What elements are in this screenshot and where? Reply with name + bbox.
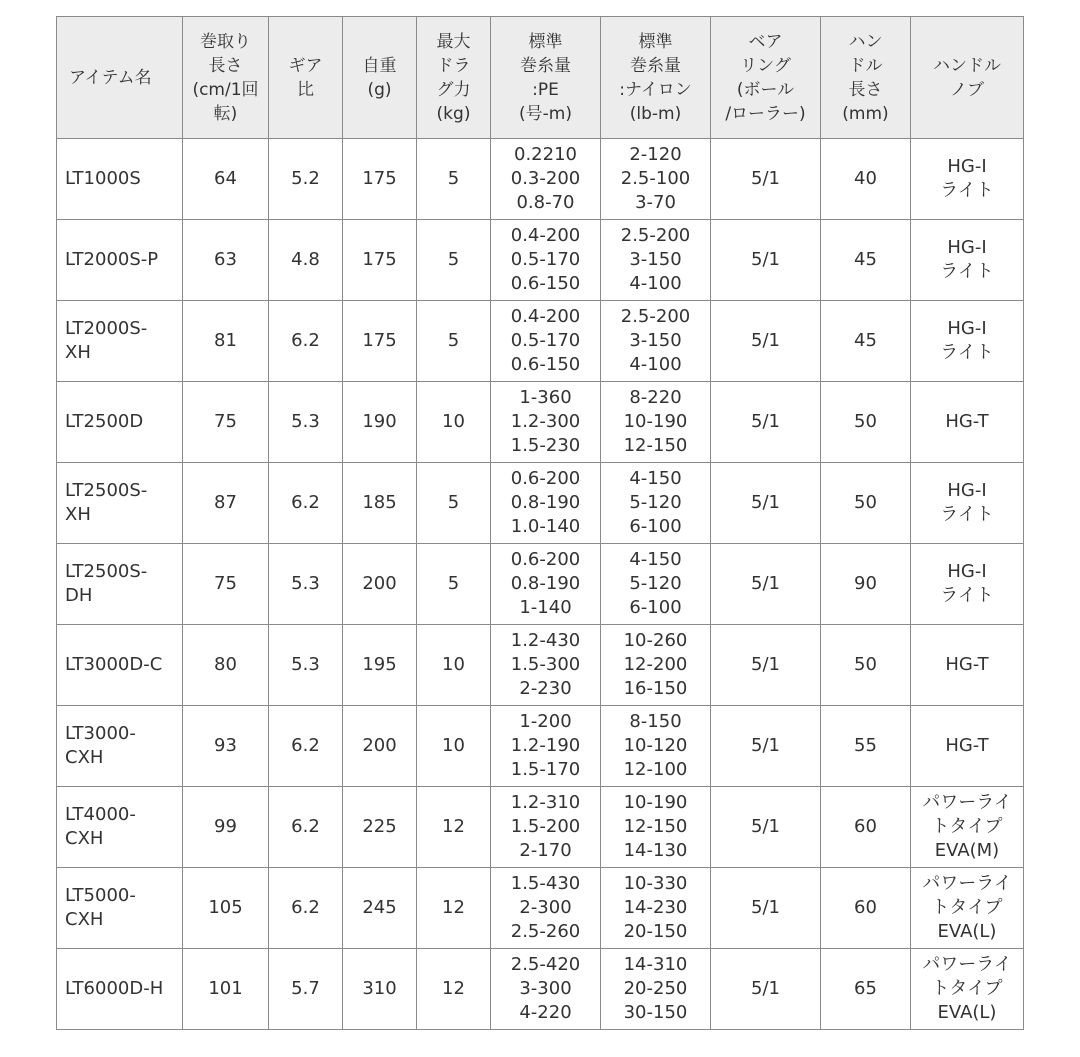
cell-bearings: 5/1 — [711, 220, 821, 301]
cell-weight: 225 — [343, 787, 417, 868]
cell-nylon-capacity: 2.5-200 3-150 4-100 — [601, 220, 711, 301]
table-row — [57, 706, 1024, 787]
cell-retrieve-length: 101 — [183, 949, 269, 1030]
cell-retrieve-length: 105 — [183, 868, 269, 949]
cell-weight: 175 — [343, 301, 417, 382]
cell-max-drag: 10 — [417, 625, 491, 706]
cell-pe-capacity: 0.6-200 0.8-190 1-140 — [491, 544, 601, 625]
cell-weight: 200 — [343, 544, 417, 625]
cell-pe-capacity: 0.4-200 0.5-170 0.6-150 — [491, 220, 601, 301]
cell-retrieve-length: 93 — [183, 706, 269, 787]
cell-bearings: 5/1 — [711, 544, 821, 625]
cell-gear-ratio: 6.2 — [269, 706, 343, 787]
cell-bearings: 5/1 — [711, 463, 821, 544]
cell-retrieve-length: 87 — [183, 463, 269, 544]
cell-weight: 190 — [343, 382, 417, 463]
cell-gear-ratio: 5.3 — [269, 382, 343, 463]
cell-bearings: 5/1 — [711, 949, 821, 1030]
cell-handle-length: 55 — [821, 706, 911, 787]
cell-retrieve-length: 99 — [183, 787, 269, 868]
table-row — [57, 949, 1024, 1030]
cell-max-drag: 5 — [417, 463, 491, 544]
cell-pe-capacity: 1-360 1.2-300 1.5-230 — [491, 382, 601, 463]
cell-handle-knob: HG-I ライト — [911, 544, 1024, 625]
cell-max-drag: 5 — [417, 544, 491, 625]
reel-spec-table — [56, 16, 1024, 1030]
cell-handle-knob: HG-I ライト — [911, 301, 1024, 382]
header-weight: 自重 (g) — [343, 17, 417, 139]
cell-bearings: 5/1 — [711, 787, 821, 868]
cell-pe-capacity: 0.2210 0.3-200 0.8-70 — [491, 139, 601, 220]
header-bearings: ベア リング (ボール /ローラー) — [711, 17, 821, 139]
cell-pe-capacity: 1-200 1.2-190 1.5-170 — [491, 706, 601, 787]
cell-weight: 175 — [343, 220, 417, 301]
cell-nylon-capacity: 8-150 10-120 12-100 — [601, 706, 711, 787]
cell-handle-length: 45 — [821, 301, 911, 382]
cell-nylon-capacity: 14-310 20-250 30-150 — [601, 949, 711, 1030]
cell-gear-ratio: 6.2 — [269, 463, 343, 544]
cell-weight: 175 — [343, 139, 417, 220]
header-item-name: アイテム名 — [57, 17, 183, 139]
table-body — [57, 139, 1024, 1030]
cell-gear-ratio: 6.2 — [269, 868, 343, 949]
cell-pe-capacity: 1.2-430 1.5-300 2-230 — [491, 625, 601, 706]
cell-handle-length: 90 — [821, 544, 911, 625]
cell-gear-ratio: 4.8 — [269, 220, 343, 301]
cell-retrieve-length: 75 — [183, 544, 269, 625]
cell-max-drag: 5 — [417, 301, 491, 382]
cell-handle-knob: HG-I ライト — [911, 139, 1024, 220]
cell-handle-length: 45 — [821, 220, 911, 301]
cell-gear-ratio: 6.2 — [269, 787, 343, 868]
cell-bearings: 5/1 — [711, 301, 821, 382]
table-row — [57, 301, 1024, 382]
cell-bearings: 5/1 — [711, 382, 821, 463]
cell-item-name: LT1000S — [57, 139, 183, 220]
cell-max-drag: 5 — [417, 139, 491, 220]
cell-nylon-capacity: 10-260 12-200 16-150 — [601, 625, 711, 706]
cell-retrieve-length: 64 — [183, 139, 269, 220]
cell-max-drag: 5 — [417, 220, 491, 301]
cell-nylon-capacity: 4-150 5-120 6-100 — [601, 463, 711, 544]
cell-pe-capacity: 0.4-200 0.5-170 0.6-150 — [491, 301, 601, 382]
table-row — [57, 220, 1024, 301]
cell-handle-knob: HG-I ライト — [911, 463, 1024, 544]
cell-max-drag: 12 — [417, 868, 491, 949]
cell-item-name: LT5000- CXH — [57, 868, 183, 949]
cell-weight: 200 — [343, 706, 417, 787]
cell-handle-knob: HG-T — [911, 706, 1024, 787]
header-pe-capacity: 標準 巻糸量 :PE (号-m) — [491, 17, 601, 139]
cell-item-name: LT2500S- XH — [57, 463, 183, 544]
cell-nylon-capacity: 2.5-200 3-150 4-100 — [601, 301, 711, 382]
cell-handle-length: 50 — [821, 625, 911, 706]
header-nylon-capacity: 標準 巻糸量 :ナイロン (lb-m) — [601, 17, 711, 139]
cell-retrieve-length: 81 — [183, 301, 269, 382]
cell-retrieve-length: 75 — [183, 382, 269, 463]
cell-handle-knob: HG-T — [911, 625, 1024, 706]
cell-bearings: 5/1 — [711, 139, 821, 220]
cell-max-drag: 10 — [417, 706, 491, 787]
cell-pe-capacity: 0.6-200 0.8-190 1.0-140 — [491, 463, 601, 544]
cell-handle-length: 65 — [821, 949, 911, 1030]
cell-retrieve-length: 80 — [183, 625, 269, 706]
cell-bearings: 5/1 — [711, 706, 821, 787]
cell-nylon-capacity: 2-120 2.5-100 3-70 — [601, 139, 711, 220]
cell-max-drag: 12 — [417, 949, 491, 1030]
table-row — [57, 139, 1024, 220]
cell-item-name: LT2000S-P — [57, 220, 183, 301]
cell-item-name: LT2500S- DH — [57, 544, 183, 625]
cell-item-name: LT2500D — [57, 382, 183, 463]
header-handle-length: ハン ドル 長さ (mm) — [821, 17, 911, 139]
header-gear-ratio: ギア 比 — [269, 17, 343, 139]
header-retrieve-length: 巻取り 長さ (cm/1回 転) — [183, 17, 269, 139]
cell-handle-knob: HG-T — [911, 382, 1024, 463]
cell-gear-ratio: 5.7 — [269, 949, 343, 1030]
table-row — [57, 463, 1024, 544]
header-row — [57, 17, 1024, 139]
table-row — [57, 544, 1024, 625]
header-handle-knob: ハンドル ノブ — [911, 17, 1024, 139]
cell-item-name: LT3000D-C — [57, 625, 183, 706]
cell-handle-length: 60 — [821, 787, 911, 868]
cell-item-name: LT3000- CXH — [57, 706, 183, 787]
cell-weight: 185 — [343, 463, 417, 544]
table-header — [57, 17, 1024, 139]
cell-nylon-capacity: 8-220 10-190 12-150 — [601, 382, 711, 463]
cell-retrieve-length: 63 — [183, 220, 269, 301]
cell-item-name: LT2000S- XH — [57, 301, 183, 382]
cell-gear-ratio: 5.3 — [269, 544, 343, 625]
cell-nylon-capacity: 10-330 14-230 20-150 — [601, 868, 711, 949]
table-row — [57, 787, 1024, 868]
cell-nylon-capacity: 10-190 12-150 14-130 — [601, 787, 711, 868]
cell-bearings: 5/1 — [711, 625, 821, 706]
cell-handle-length: 60 — [821, 868, 911, 949]
cell-gear-ratio: 5.3 — [269, 625, 343, 706]
cell-item-name: LT4000- CXH — [57, 787, 183, 868]
table-row — [57, 625, 1024, 706]
cell-item-name: LT6000D-H — [57, 949, 183, 1030]
cell-weight: 195 — [343, 625, 417, 706]
cell-pe-capacity: 1.2-310 1.5-200 2-170 — [491, 787, 601, 868]
cell-handle-knob: HG-I ライト — [911, 220, 1024, 301]
cell-gear-ratio: 5.2 — [269, 139, 343, 220]
table-row — [57, 382, 1024, 463]
cell-gear-ratio: 6.2 — [269, 301, 343, 382]
cell-max-drag: 10 — [417, 382, 491, 463]
cell-weight: 310 — [343, 949, 417, 1030]
cell-max-drag: 12 — [417, 787, 491, 868]
cell-handle-knob: パワーライ トタイプ EVA(L) — [911, 949, 1024, 1030]
table-row — [57, 868, 1024, 949]
cell-handle-length: 40 — [821, 139, 911, 220]
cell-nylon-capacity: 4-150 5-120 6-100 — [601, 544, 711, 625]
cell-handle-knob: パワーライ トタイプ EVA(L) — [911, 868, 1024, 949]
cell-pe-capacity: 2.5-420 3-300 4-220 — [491, 949, 601, 1030]
cell-handle-knob: パワーライ トタイプ EVA(M) — [911, 787, 1024, 868]
cell-pe-capacity: 1.5-430 2-300 2.5-260 — [491, 868, 601, 949]
header-max-drag: 最大 ドラ グ力 (kg) — [417, 17, 491, 139]
cell-bearings: 5/1 — [711, 868, 821, 949]
cell-weight: 245 — [343, 868, 417, 949]
cell-handle-length: 50 — [821, 463, 911, 544]
cell-handle-length: 50 — [821, 382, 911, 463]
